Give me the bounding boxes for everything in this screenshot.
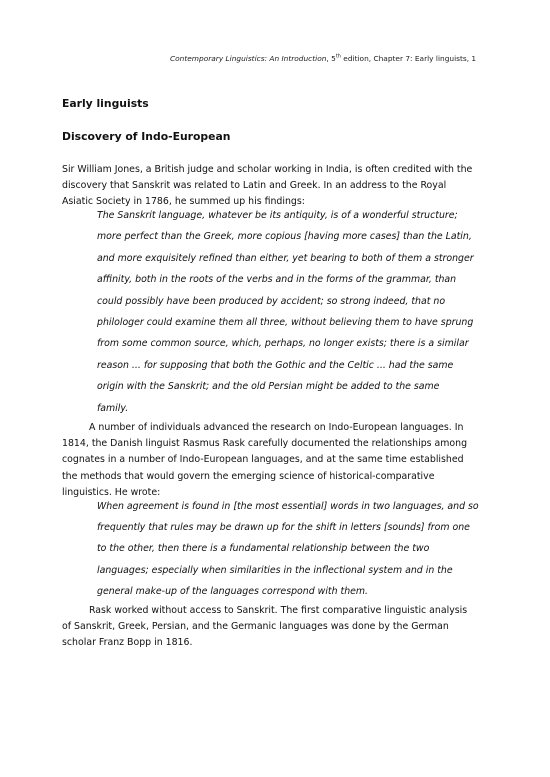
paragraph-line: discovery that Sanskrit was related to Latin and Greek. In an address to the Royal xyxy=(62,180,447,192)
header-edition-suffix: edition, Chapter 7: Early linguists, 1 xyxy=(340,54,477,63)
quote-line: languages; especially when similarities in the inflectional system and in the xyxy=(97,564,453,576)
quote-line: from some common source, which, perhaps, no longer exists; there is a similar xyxy=(97,338,469,350)
quote-line: reason ... for supposing that both the Gothic and the Celtic ... had the same xyxy=(97,359,454,371)
quote-line: origin with the Sanskrit; and the old Persian might be added to the same xyxy=(97,381,440,393)
paragraph-line: cognates in a number of Indo-European languages, and at the same time established xyxy=(62,454,464,466)
paragraph-2 xyxy=(62,420,492,501)
paragraph-line: A number of individuals advanced the research on Indo-European languages. In xyxy=(89,422,464,433)
quote-line: family. xyxy=(97,402,129,414)
quote-line: frequently that rules may be drawn up for the shift in letters [sounds] from one xyxy=(97,522,470,534)
section-title: Early linguists xyxy=(62,97,149,110)
block-quote-rask xyxy=(97,500,491,606)
paragraph-line: Sir William Jones, a British judge and scholar working in India, is often credited with the xyxy=(62,164,473,175)
subsection-title: Discovery of Indo-European xyxy=(62,130,231,143)
quote-line: could possibly have been produced by accident; so strong indeed, that no xyxy=(97,295,446,307)
quote-line: When agreement is found in [the most essential] words in two languages, and so xyxy=(97,501,479,512)
paragraph-line: Asiatic Society in 1786, he summed up his findings: xyxy=(62,196,305,208)
paragraph-line: of Sanskrit, Greek, Persian, and the Germanic languages was done by the German xyxy=(62,621,449,633)
paragraph-1 xyxy=(62,162,492,211)
paragraph-line: 1814, the Danish linguist Rasmus Rask carefully documented the relationships among xyxy=(62,438,468,450)
paragraph-line: Rask worked without access to Sanskrit. The first comparative linguistic analysis xyxy=(89,605,468,616)
paragraph-line: the methods that would govern the emerging science of historical-comparative xyxy=(62,470,435,482)
running-header xyxy=(170,54,490,64)
quote-line: to the other, then there is a fundamental relationship between the two xyxy=(97,543,430,555)
header-edition-prefix: , 5 xyxy=(326,54,336,63)
quote-line: The Sanskrit language, whatever be its antiquity, is of a wonderful structure; xyxy=(97,210,458,221)
quote-line: and more exquisitely refined than either, yet bearing to both of them a stronger xyxy=(97,252,474,264)
paragraph-line: scholar Franz Bopp in 1816. xyxy=(62,637,193,649)
header-book-title: Contemporary Linguistics: An Introduction xyxy=(170,54,327,63)
quote-line: philologer could examine them all three, without believing them to have sprung xyxy=(97,316,474,328)
quote-line: general make-up of the languages correspond with them. xyxy=(97,585,369,597)
header-edition-superscript: th xyxy=(335,53,341,60)
paragraph-line: linguistics. He wrote: xyxy=(62,486,161,498)
quote-line: affinity, both in the roots of the verbs and in the forms of the grammar, than xyxy=(97,274,457,286)
block-quote-jones xyxy=(97,209,491,423)
quote-line: more perfect than the Greek, more copious [having more cases] than the Latin, xyxy=(97,231,472,243)
paragraph-3 xyxy=(62,603,492,652)
